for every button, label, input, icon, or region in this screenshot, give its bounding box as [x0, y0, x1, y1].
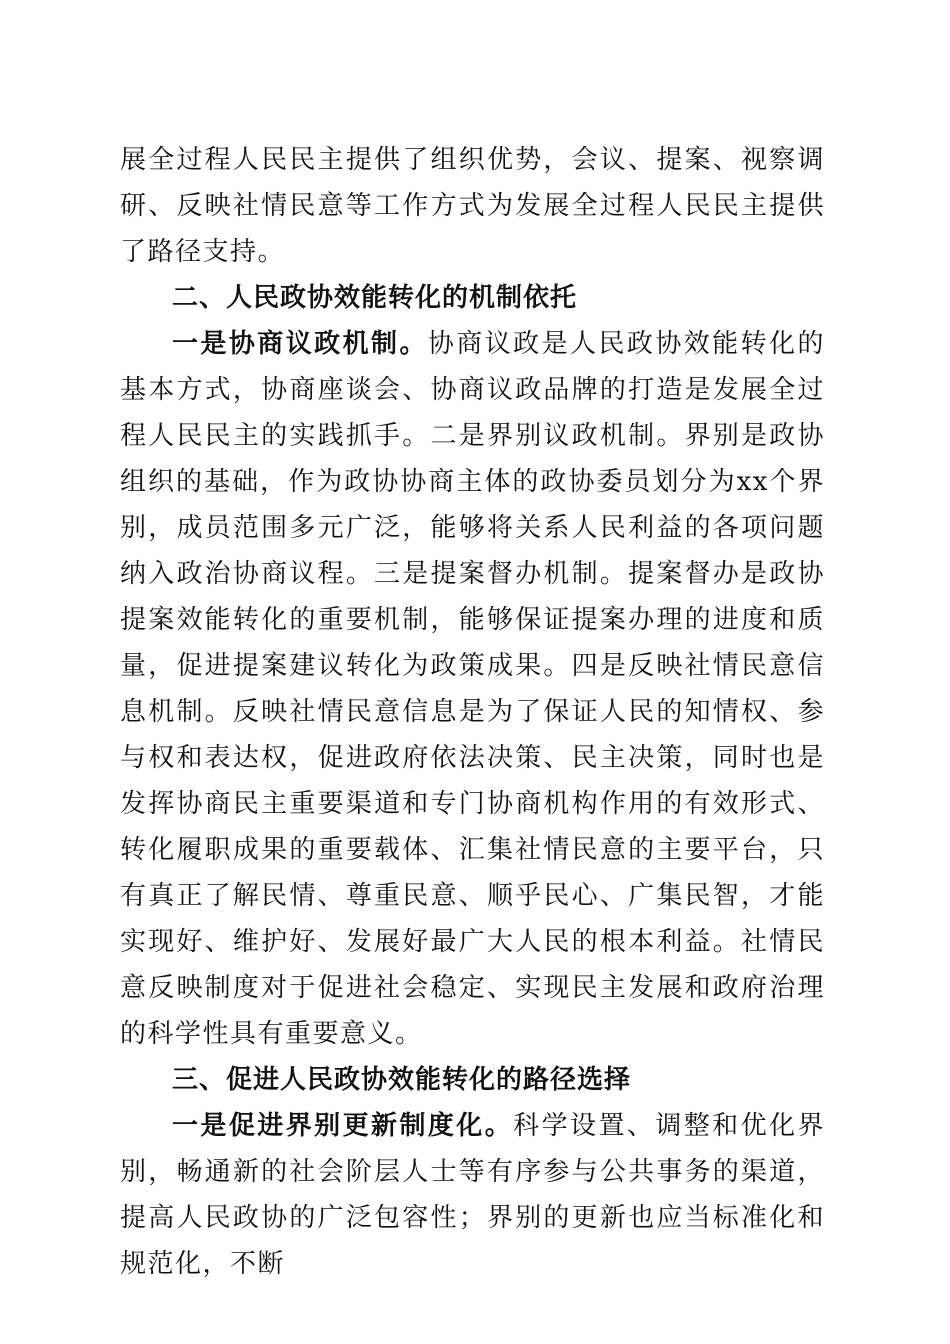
paragraph-lead-paths: 一是促进界别更新制度化。: [172, 1111, 514, 1141]
section-heading-3: 三、促进人民政协效能转化的路径选择: [172, 1065, 632, 1095]
paragraph-body-paths: 科学设置、调整和优化界别，畅通新的社会阶层人士等有序参与公共事务的渠道，提高人民政协的广泛包容性；界别的更新也应当标准化和规范化，不断: [120, 1111, 825, 1279]
paragraph-mechanisms: [120, 321, 825, 1057]
paragraph-continuation: 展全过程人民民主提供了组织优势，会议、提案、视察调研、反映社情民意等工作方式为发展全过程人民民主提供了路径支持。: [120, 145, 825, 267]
section-heading-2: 二、人民政协效能转化的机制依托: [172, 283, 578, 313]
paragraph-paths: [120, 1103, 825, 1287]
paragraph-body-mechanisms: 协商议政是人民政协效能转化的基本方式，协商座谈会、协商议政品牌的打造是发展全过程人民民主的实践抓手。二是界别议政机制。界别是政协组织的基础，作为政协协商主体的政协委员划分为xx个界别，成员范围多元广泛，能够将关系人民利益的各项问题纳入政治协商议程。三是提案督办机制。提案督办是政协提案效能转化的重要机制，能够保证提案办理的进度和质量，促进提案建议转化为政策成果。四是反映社情民意信息机制。反映社情民意信息是为了保证人民的知情权、参与权和表达权，促进政府依法决策、民主决策，同时也是发挥协商民主重要渠道和专门协商机构作用的有效形式、转化履职成果的重要载体、汇集社情民意的主要平台，只有真正了解民情、尊重民意、顺乎民心、广集民智，才能实现好、维护好、发展好最广大人民的根本利益。社情民意反映制度对于促进社会稳定、实现民主发展和政府治理的科学性具有重要意义。: [120, 329, 825, 1049]
paragraph-lead-mechanisms: 一是协商议政机制。: [172, 329, 428, 359]
document-page: [120, 137, 825, 1287]
